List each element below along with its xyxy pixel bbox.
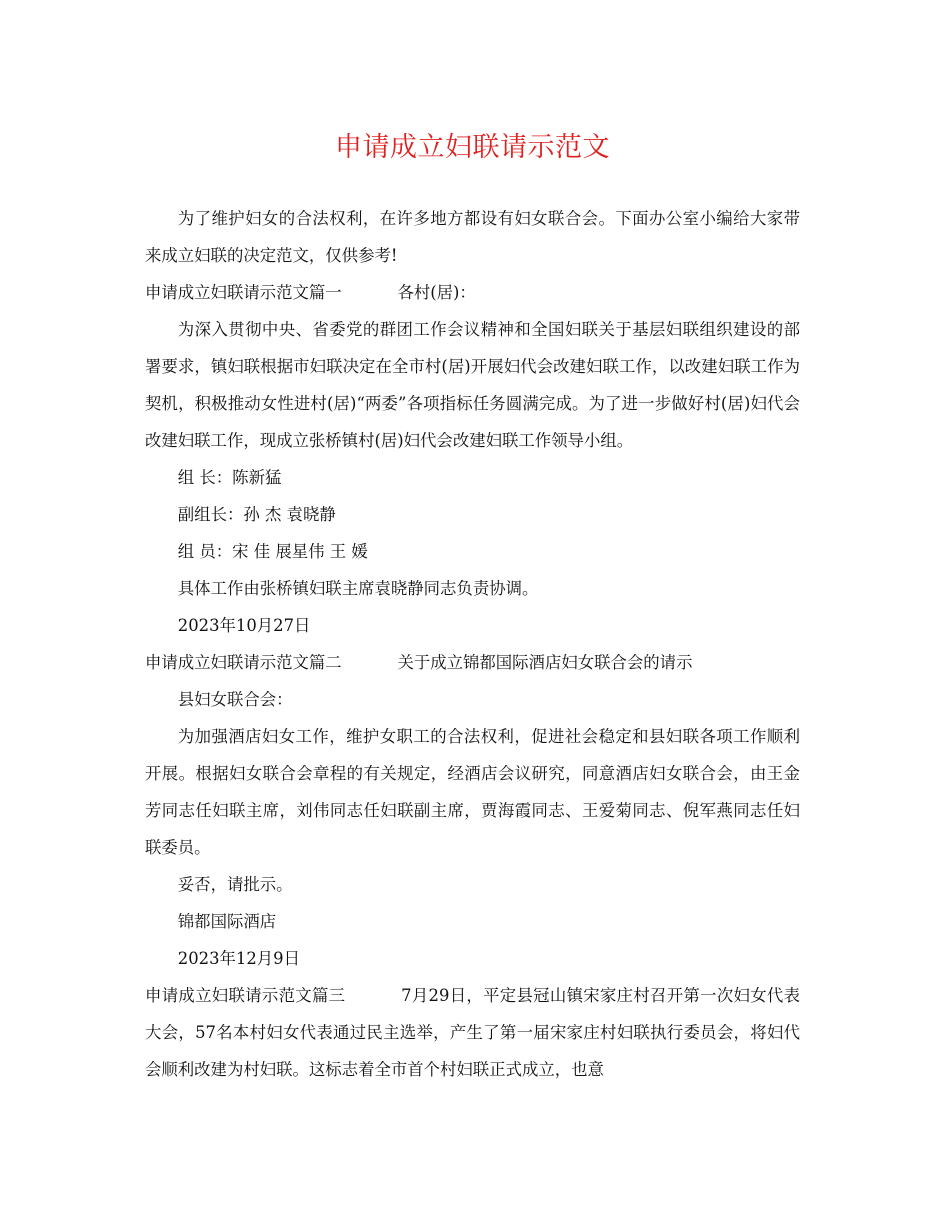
section2-heading: 申请成立妇联请示范文篇二 [145, 653, 342, 672]
section2-signature: 锦都国际酒店 [177, 912, 277, 931]
section2-heading-line [145, 644, 800, 681]
section3-paragraph [145, 977, 800, 1088]
section1-deputy: 副组长：孙 杰 袁晓静 [177, 505, 336, 524]
section1-date: 2023年10月27日 [177, 616, 311, 635]
section3-heading: 申请成立妇联请示范文篇三 [145, 986, 346, 1005]
document-title: 申请成立妇联请示范文 [335, 132, 610, 163]
section1-members: 组 员：宋 佳 展星伟 王 媛 [177, 542, 368, 561]
intro-paragraph: 为了维护妇女的合法权利，在许多地方都设有妇女联合会。下面办公室小编给大家带来成立妇联的决定范文，仅供参考! [145, 209, 800, 265]
section1-addressee: 各村(居)： [397, 283, 476, 302]
section1-body: 为深入贯彻中央、省委党的群团工作会议精神和全国妇联关于基层妇联组织建设的部署要求，镇妇联根据市妇联决定在全市村(居)开展妇代会改建妇联工作，以改建妇联工作为契机，积极推动女性进村(居)“两委”各项指标任务圆满完成。为了进一步做好村(居)妇代会改建妇联工作，现成立张桥镇村(居)妇代会改建妇联工作领导小组。 [145, 320, 800, 450]
section1-heading-line [145, 274, 800, 311]
section2-closing: 妥否，请批示。 [177, 875, 293, 894]
section1-leader: 组 长：陈新猛 [177, 468, 282, 487]
document-body [145, 200, 800, 1088]
section2-date: 2023年12月9日 [177, 949, 300, 968]
section2-subject: 关于成立锦都国际酒店妇女联合会的请示 [397, 653, 693, 672]
section1-coordinator: 具体工作由张桥镇妇联主席袁晓静同志负责协调。 [177, 579, 539, 598]
section2-addressee: 县妇女联合会： [177, 690, 293, 709]
section2-body: 为加强酒店妇女工作，维护女职工的合法权利，促进社会稳定和县妇联各项工作顺利开展。根据妇女联合会章程的有关规定，经酒店会议研究，同意酒店妇女联合会，由王金芳同志任妇联主席，刘伟同志任妇联副主席，贾海霞同志、王爱菊同志、倪军燕同志任妇联委员。 [145, 727, 800, 857]
section3-body: 7月29日，平定县冠山镇宋家庄村召开第一次妇女代表大会，57名本村妇女代表通过民主选举，产生了第一届宋家庄村妇联执行委员会，将妇代会顺利改建为村妇联。这标志着全市首个村妇联正式成立，也意 [145, 986, 800, 1079]
section1-heading: 申请成立妇联请示范文篇一 [145, 283, 342, 302]
